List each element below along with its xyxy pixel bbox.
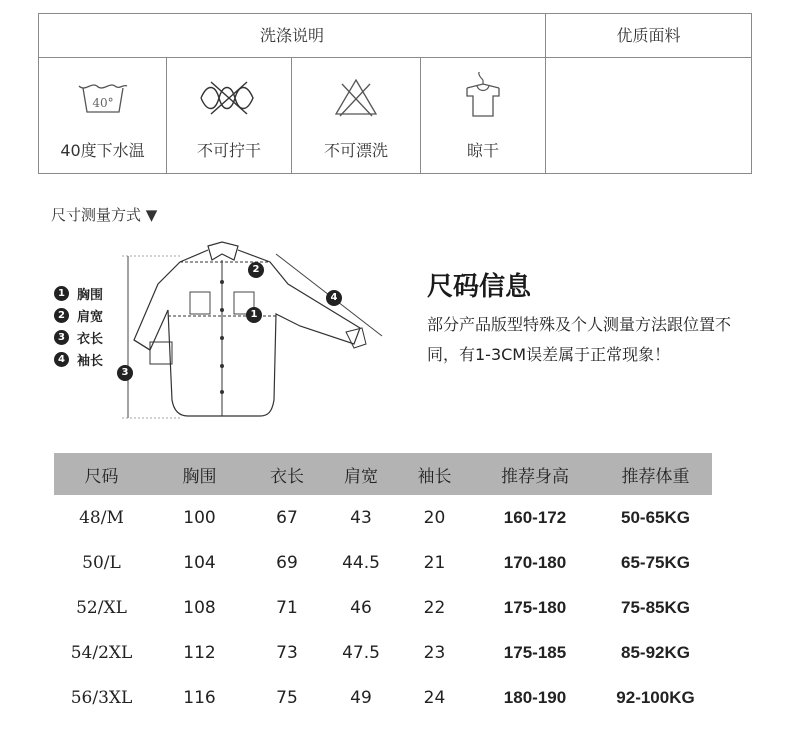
hang-dry-icon: [421, 72, 545, 118]
height-cell: 175-185: [503, 642, 567, 662]
sleeve-cell: 24: [423, 687, 446, 708]
care-label: 晾干: [466, 141, 499, 160]
legend-item: [54, 282, 103, 304]
shirt-diagram: [110, 232, 410, 432]
legend-label: 袖长: [77, 353, 104, 369]
weight-cell: 65-75KG: [621, 552, 690, 572]
length-cell: 69: [276, 552, 298, 573]
chest-cell: 100: [183, 507, 216, 528]
measure-legend: [54, 282, 103, 370]
shoulder-cell: 46: [350, 597, 372, 618]
sleeve-cell: 23: [423, 642, 446, 663]
care-label: 不可拧干: [196, 141, 261, 160]
chest-cell: 116: [183, 687, 216, 708]
weight-cell: 75-85KG: [621, 597, 690, 617]
measure-marker-3: 3: [117, 365, 133, 381]
sleeve-cell: 21: [423, 552, 446, 573]
number-badge: 1: [54, 286, 69, 301]
size-cell: 54/2XL: [70, 642, 133, 663]
size-info-title: 尺码信息: [427, 272, 532, 302]
table-row: [54, 540, 712, 585]
column-header: 尺码: [84, 466, 119, 487]
column-header: 胸围: [182, 466, 217, 487]
no-bleach-icon: [292, 72, 420, 118]
measure-marker-2: 2: [248, 262, 264, 278]
shoulder-cell: 44.5: [342, 552, 380, 573]
height-cell: 170-180: [503, 552, 567, 572]
table-row: [54, 675, 712, 720]
care-table: [38, 13, 752, 174]
wash-40-icon: [39, 72, 166, 118]
number-badge: 3: [54, 330, 69, 345]
length-cell: 75: [276, 687, 298, 708]
height-cell: 180-190: [503, 687, 567, 707]
table-row: [54, 585, 712, 630]
care-label: 40度下水温: [60, 141, 145, 160]
length-cell: 67: [276, 507, 298, 528]
shoulder-cell: 43: [350, 507, 372, 528]
measure-marker-4: 4: [326, 290, 342, 306]
legend-item: [54, 304, 103, 326]
size-table-header: [54, 453, 712, 495]
legend-item: [54, 326, 103, 348]
table-row: [54, 495, 712, 540]
column-header: 推荐体重: [621, 466, 690, 487]
fabric-header: 优质面料: [616, 26, 681, 45]
measure-marker-1: 1: [246, 307, 262, 323]
sleeve-cell: 20: [423, 507, 446, 528]
care-item-dry: [421, 58, 545, 174]
shoulder-cell: 49: [350, 687, 372, 708]
column-header: 推荐身高: [501, 466, 569, 487]
size-info-text: 部分产品版型特殊及个人测量方法跟位置不同，有1-3CM误差属于正常现象！: [427, 315, 732, 364]
chest-cell: 112: [183, 642, 216, 663]
weight-cell: 50-65KG: [621, 507, 690, 527]
legend-item: [54, 348, 103, 370]
height-cell: 175-180: [503, 597, 567, 617]
size-cell: 48/M: [79, 507, 124, 528]
svg-text:40°: 40°: [92, 96, 114, 110]
chest-cell: 108: [183, 597, 216, 618]
size-cell: 50/L: [82, 552, 121, 573]
care-label: 不可漂洗: [323, 141, 388, 160]
weight-cell: 85-92KG: [621, 642, 690, 662]
size-table: [54, 453, 712, 720]
table-row: [54, 630, 712, 675]
care-header: 洗涤说明: [259, 26, 324, 45]
height-cell: 160-172: [503, 507, 567, 527]
length-cell: 73: [276, 642, 298, 663]
care-item-wring: [167, 58, 291, 174]
size-cell: 52/XL: [76, 597, 127, 618]
length-cell: 71: [276, 597, 298, 618]
weight-cell: 92-100KG: [616, 687, 695, 707]
legend-label: 肩宽: [77, 309, 104, 325]
size-cell: 56/3XL: [70, 687, 133, 708]
shoulder-cell: 47.5: [342, 642, 380, 663]
legend-label: 衣长: [77, 331, 104, 347]
chest-cell: 104: [183, 552, 216, 573]
care-item-bleach: [292, 58, 420, 174]
legend-label: 胸围: [77, 287, 104, 303]
no-wring-icon: [167, 72, 291, 118]
measure-method-label: 尺寸测量方式 ▼: [51, 206, 158, 224]
sleeve-cell: 22: [423, 597, 446, 618]
column-header: 衣长: [270, 466, 304, 487]
number-badge: 2: [54, 308, 69, 323]
column-header: 肩宽: [344, 466, 378, 487]
column-header: 袖长: [417, 466, 452, 487]
care-item-wash: [39, 58, 166, 174]
number-badge: 4: [54, 352, 69, 367]
